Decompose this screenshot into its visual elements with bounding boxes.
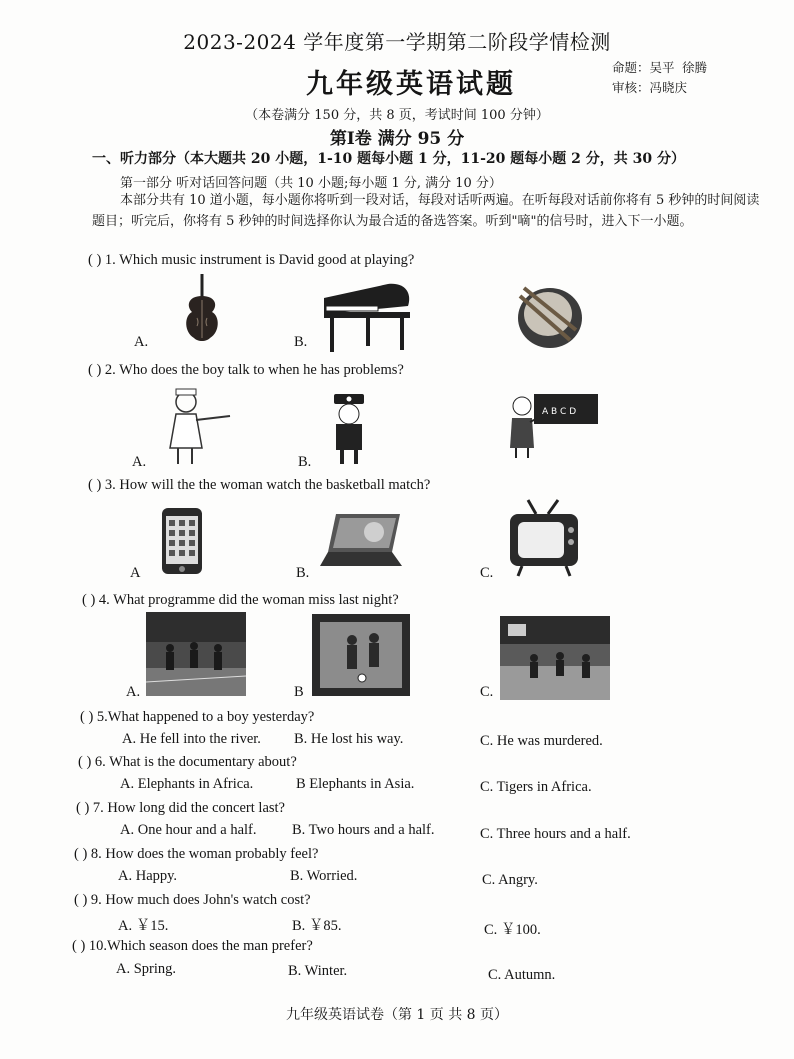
question-4-option-a: A. (126, 684, 141, 700)
question-6-stem: ( ) 6. What is the documentary about? (78, 754, 297, 770)
tv-icon (506, 498, 582, 578)
question-5-option-b: B. He lost his way. (294, 731, 404, 747)
question-4-option-b: B (294, 684, 304, 700)
question-8-stem: ( ) 8. How does the woman probably feel? (74, 846, 319, 862)
question-7-option-b: B. Two hours and a half. (292, 822, 435, 838)
question-10-stem: ( ) 10.Which season does the man prefer? (72, 938, 313, 954)
section-subtitle: 第一部分 听对话回答问题（共 10 小题;每小题 1 分, 满分 10 分） (120, 176, 502, 191)
nurse-icon (160, 386, 236, 466)
question-1-option-b: B. (294, 334, 308, 350)
question-8-option-b: B. Worried. (290, 868, 358, 884)
question-2-option-a: A. (132, 454, 147, 470)
part-title: 第Ⅰ卷 满分 95 分 (329, 129, 465, 149)
credits (612, 58, 707, 98)
violin-icon (170, 272, 234, 350)
question-1-stem: ( ) 1. Which music instrument is David good at playing? (88, 252, 415, 268)
question-3-stem: ( ) 3. How will the the woman watch the basketball match? (88, 477, 431, 493)
exam-note: （本卷满分 150 分，共 8 页，考试时间 100 分钟） (245, 108, 549, 123)
question-6-option-a: A. Elephants in Africa. (120, 776, 254, 792)
question-9-stem: ( ) 9. How much does John's watch cost? (74, 892, 311, 908)
setter-line: 命题：吴平 徐腾 (612, 60, 708, 75)
page-footer: 九年级英语试卷（第 1 页 共 8 页） (285, 1007, 509, 1023)
question-8-option-a: A. Happy. (118, 868, 178, 884)
question-6-option-c: C. Tigers in Africa. (480, 779, 592, 795)
question-7-option-c: C. Three hours and a half. (480, 826, 631, 842)
question-1-option-a: A. (134, 334, 149, 350)
question-10-option-a: A. Spring. (116, 961, 177, 977)
reviewer-line: 审核：冯晓庆 (612, 80, 688, 95)
question-7-option-a: A. One hour and a half. (120, 822, 257, 838)
section-title: 一、听力部分（本大题共 20 小题，1-10 题每小题 1 分，11-20 题每小题 2 分，共 30 分） (92, 151, 685, 167)
question-3-option-b: B. (296, 565, 310, 581)
question-5-option-c: C. He was murdered. (480, 733, 603, 749)
question-5-stem: ( ) 5.What happened to a boy yesterday? (80, 709, 315, 725)
question-10-option-c: C. Autumn. (488, 967, 556, 983)
question-9-option-b: B. ￥85. (292, 918, 342, 934)
race-photo (146, 612, 246, 696)
svg-text:A B C D: A B C D (542, 407, 577, 417)
phone-icon (160, 506, 204, 576)
police-officer-icon (326, 392, 372, 466)
football-photo (312, 614, 410, 696)
drum-icon (512, 282, 588, 354)
question-9-option-a: A. ￥15. (118, 918, 169, 934)
teacher-icon (504, 388, 600, 460)
question-9-option-c: C. ￥100. (484, 922, 541, 938)
question-5-option-a: A. He fell into the river. (122, 731, 261, 747)
question-2-stem: ( ) 2. Who does the boy talk to when he has problems? (88, 362, 404, 378)
basketball-photo (500, 616, 610, 700)
exam-sub-title: 九年级英语试题 (306, 69, 516, 100)
piano-icon (318, 276, 414, 354)
question-3-option-c: C. (480, 565, 494, 581)
question-3-option-a: A (130, 565, 141, 581)
question-8-option-c: C. Angry. (482, 872, 538, 888)
question-7-stem: ( ) 7. How long did the concert last? (76, 800, 285, 816)
question-10-option-b: B. Winter. (288, 963, 348, 979)
question-4-option-c: C. (480, 684, 494, 700)
question-4-stem: ( ) 4. What programme did the woman miss last night? (82, 592, 399, 608)
exam-main-title: 2023-2024 学年度第一学期第二阶段学情检测 (183, 30, 611, 54)
question-2-option-b: B. (298, 454, 312, 470)
section-instructions: 本部分共有 10 道小题，每小题你将听到一段对话，每段对话听两遍。在听每段对话前你将有 5 秒钟的时间阅读题目；听完后，你将有 5 秒钟的时间选择你认为最合适的备选答案。听到"嘀"的信号时，进入下一小题。 (92, 193, 760, 229)
laptop-icon (318, 510, 404, 572)
question-6-option-b: B Elephants in Asia. (296, 776, 415, 792)
